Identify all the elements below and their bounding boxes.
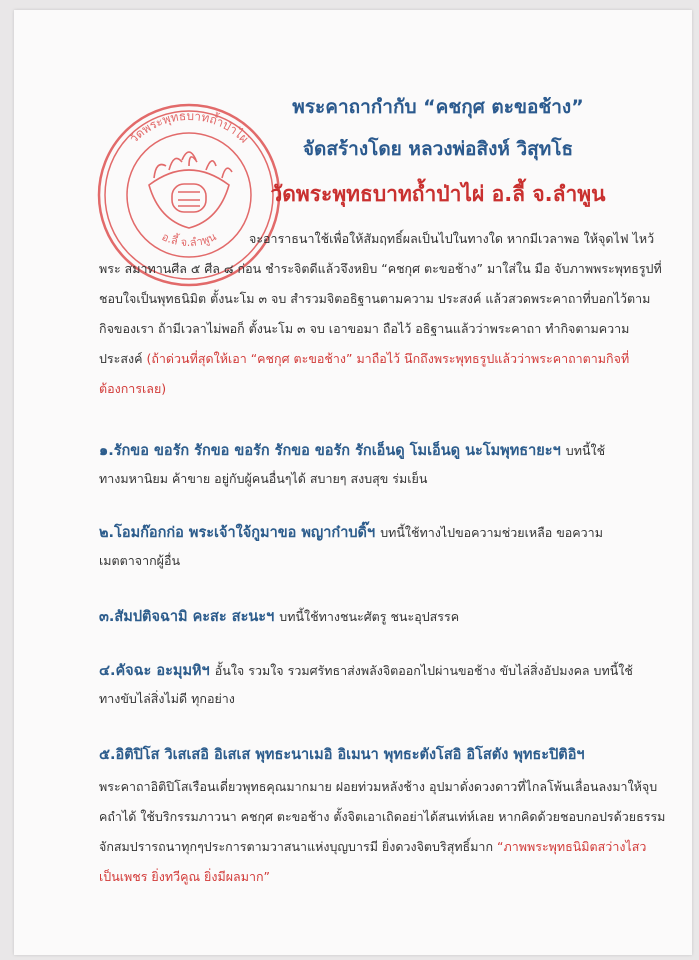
verse-item-2 — [99, 520, 669, 576]
verse-item-4 — [99, 658, 669, 714]
verse-body: เมตตาจากผู้อื่น — [99, 553, 181, 568]
document-title: พระคาถากำกับ “คชกุศ ตะขอช้าง” — [292, 96, 584, 118]
creator-line: จัดสร้างโดย หลวงพ่อสิงห์ วิสุทโธ — [302, 138, 574, 160]
verse-item-5 — [99, 742, 669, 892]
verse-body — [99, 772, 669, 892]
svg-text:วัดพระพุทธบาทถ้ำป่าไผ่ — [127, 109, 252, 146]
verse-use: อั้นใจ รวมใจ รวมศรัทธาส่งพลังจิตออกไปผ่านขอช้าง ขับไล่สิ่งอัปมงคล บทนี้ใช้ — [214, 663, 633, 678]
verse-text: ๒.โอมก๊อกก่อ พระเจ้าใจ้กูมาขอ พญาก๋าบดิ๊ฯ — [99, 525, 376, 541]
intro-text: จะอาราธนาใช้เพื่อให้สัมฤทธิ์ผลเป็นไปในทางใด หากมีเวลาพอ ให้จุดไฟ ไหว้พระ สมาทานศีล ๕ ศีล ๘ ก่อน ชำระจิตดีแล้วจึงหยิบ “คชกุศ ตะขอช้าง” มาใส่ใน มือ จับภาพพระพุทธรูปที่ชอบใจเป็นพุทธนิมิต ตั้งนะโม ๓ จบ สำรวมจิตอธิฐานตามความ ประสงค์ แล้วสวดพระคาถาที่บอกไว้ตามกิจของเรา ถ้ามีเวลาไม่พอก็ ตั้งนะโม ๓ จบ เอาขอมา ถือไว้ อธิฐานแล้วว่าพระคาถา ทำกิจตามความประสงค์ — [99, 231, 662, 366]
verse-body: ทางขับไล่สิ่งไม่ดี ทุกอย่าง — [99, 691, 235, 706]
verse-use: บทนี้ใช้ — [565, 443, 606, 458]
seal-bottom-text: อ.ลี้ จ.ลำพูน — [159, 230, 219, 250]
verse-body: ทางมหานิยม ค้าขาย อยู่กับผู้คนอื่นๆได้ สบายๆ สงบสุข ร่มเย็น — [99, 471, 428, 486]
verse-text: ๕.อิติปิโส วิเสเสอิ อิเสเส พุทธะนาเมอิ อิเมนา พุทธะตังโสอิ อิโสตัง พุทธะปิติอิฯ — [99, 747, 585, 763]
verse-text: ๓.สัมปติจฉามิ คะสะ สะนะฯ — [99, 609, 275, 625]
document-page — [14, 10, 692, 955]
intro-paragraph — [99, 224, 663, 404]
verse-item-3 — [99, 604, 669, 630]
verse-text: ๔.คัจฉะ อะมุมหิฯ — [99, 663, 210, 679]
temple-line: วัดพระพุทธบาทถ้ำป่าไผ่ อ.ลี้ จ.ลำพูน — [270, 182, 606, 206]
verse-use: บทนี้ใช้ทางไปขอความช่วยเหลือ ขอความ — [380, 525, 603, 540]
verse-text: ๑.รักขอ ขอรัก รักขอ ขอรัก รักขอ ขอรัก รักเอ็นดู โมเอ็นดู นะโมพุทธายะฯ — [99, 443, 561, 459]
intro-note: (ถ้าด่วนที่สุดให้เอา “คชกุศ ตะขอช้าง” มาถือไว้ นึกถึงพระพุทธรูปแล้วว่าพระคาถาตามกิจที่ต้องการเลย) — [99, 351, 630, 396]
verse-note: “ภาพพระพุทธนิมิตสว่างไสว เป็นเพชร ยิ่งทวีคูณ ยิ่งมีผลมาก” — [99, 839, 647, 884]
verse-body-text: พระคาถาอิติปิโสเรือนเดี่ยวพุทธคุณมากมาย ฝอยท่วมหลังช้าง อุปมาดั่งดวงดาวที่ไกลโพ้นเลื่อนลงมาให้จุบ คถำได้ ใช้บริกรรมภาวนา คชกุศ ตะขอช้าง ตั้งจิตเอาเถิดอย่าได้สนเท่ห์เลย หากคิดด้วยชอบกอปรด้วยธรรม จักสมปรารถนาทุกๆประการตามวาสนาแห่งบุญบารมี ยิ่งดวงจิตบริสุทธิ์มาก — [99, 779, 666, 854]
verse-use: บทนี้ใช้ทางชนะศัตรู ชนะอุปสรรค — [279, 609, 460, 624]
verse-item-1 — [99, 438, 669, 494]
seal-ring-text: วัดพระพุทธบาทถ้ำป่าไผ่ — [126, 108, 252, 146]
